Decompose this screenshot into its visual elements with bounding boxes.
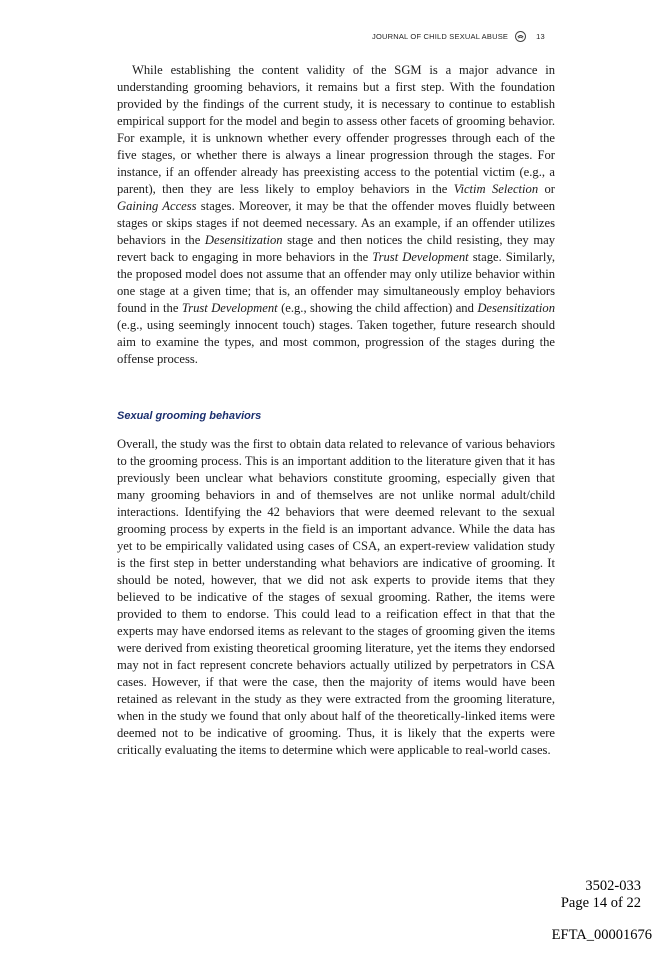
paragraph-grooming-behaviors	[117, 436, 555, 759]
document-stamp	[561, 878, 641, 912]
journal-title: JOURNAL OF CHILD SEXUAL ABUSE	[372, 32, 509, 41]
paragraph-text: Overall, the study was the first to obtain data related to relevance of various behaviors to the grooming process. This is an important addition to the literature given that it has previously been unclear what behaviors constitute grooming, especially given that many grooming behaviors in and of themselves are not unlike normal adult/child interactions. Identifying the 42 behaviors that were deemed relevant to the sexual grooming process by experts in the field is an important advance. While the data has yet to be empirically validated using cases of CSA, an expert-review validation study is the first step in better understanding what behaviors are indicative of grooming. It should be noted, however, that we did not ask experts to provide items that they believed to be indicative of the stages of sexual grooming. Rather, the items were provided to them to endorse. This could lead to a reification effect in that that the experts may have endorsed items as relevant to the stages of grooming given the items were derived from existing theoretical grooming literature, yet the items they endorsed may not in fact represent concrete behaviors actually utilized by perpetrators in CSA cases. However, if that were the case, then the majority of items would have been retained as relevant in the study as they were extracted from the grooming literature, when in the study we found that only about half of the theoretically-linked items were deemed not to be indicative of grooming. Thus, it is likely that the experts were critically evaluating the items to determine which were applicable to real-world cases.	[117, 437, 555, 757]
stage-name: Victim Selection	[453, 182, 539, 196]
doc-id: 3502-033	[585, 878, 641, 894]
paragraph-stage-progression	[117, 62, 555, 368]
journal-logo-icon	[515, 31, 526, 42]
stage-name: Gaining Access	[117, 199, 197, 213]
page-of: Page 14 of 22	[560, 895, 641, 911]
stage-name: Desensitization	[204, 233, 283, 247]
stage-name: Trust Development	[181, 301, 278, 315]
page-number: 13	[536, 32, 545, 41]
stage-name: Desensitization	[477, 301, 555, 315]
efta-number: EFTA_00001676	[551, 927, 652, 943]
running-header	[372, 31, 545, 42]
section-heading: Sexual grooming behaviors	[117, 410, 262, 422]
stage-name: Trust Development	[372, 250, 469, 264]
paragraph-text: While establishing the content validity of the SGM is a major advance in understanding grooming behaviors, it remains but a first step. With the foundation provided by the findings of the current study, it is necessary to continue to establish empirical support for the model and begin to assess other facets of grooming behavior. For example, it is unknown whether every offender progresses through each of the five stages, or whether there is always a linear progression through the stages. For instance, if an offender already has preexisting access to the potential victim (e.g., a parent), then they are less likely to employ behaviors in the Victim Selection or Gaining Access stages. Moreover, it may be that the offender moves fluidly between stages or skips stages if not deemed necessary. As an example, if an offender utilizes behaviors in the Desensitization stage and then notices the child resisting, they may revert back to engaging in more behaviors in the Trust Development stage. Similarly, the proposed model does not assume that an offender may only utilize behavior within one stage at a given time; that is, an offender may simultaneously employ behaviors found in the Trust Development (e.g., showing the child affection) and Desensitization (e.g., using seemingly innocent touch) stages. Taken together, future research should aim to examine the types, and most common, progression of the stages during the offense process.	[117, 63, 556, 366]
